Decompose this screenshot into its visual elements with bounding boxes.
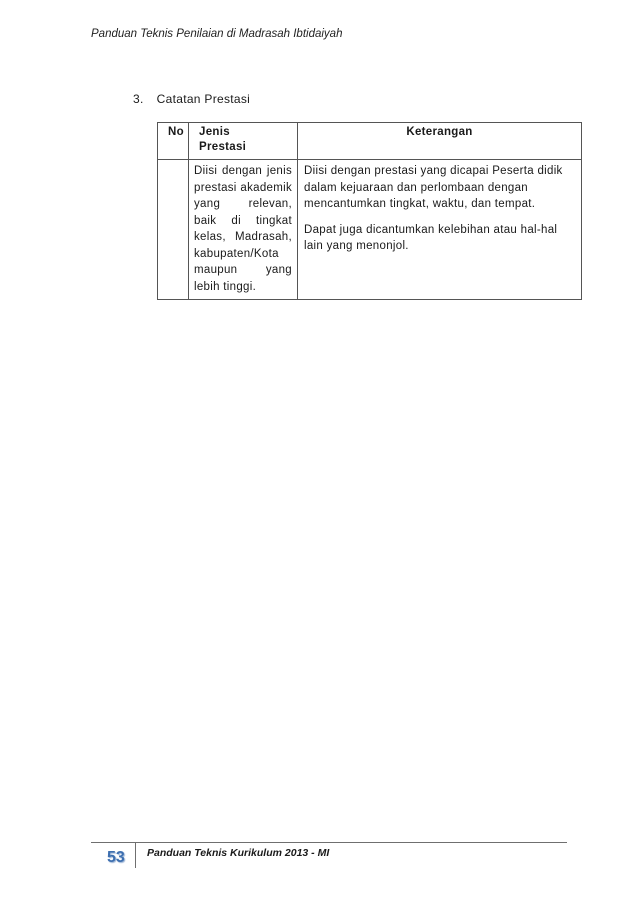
header-jenis-prestasi-label: Jenis Prestasi	[199, 126, 247, 153]
cell-no	[158, 160, 189, 300]
header-keterangan: Keterangan	[298, 123, 582, 160]
achievement-table	[157, 122, 582, 300]
footer-rule	[91, 842, 567, 843]
section-number: 3.	[133, 92, 144, 106]
keterangan-paragraph: Diisi dengan prestasi yang dicapai Peserta didik dalam kejuaraan dan perlombaan dengan mencantumkan tingkat, waktu, dan tempat.	[304, 165, 563, 210]
page-number: 53	[107, 849, 125, 866]
section-title: Catatan Prestasi	[156, 92, 251, 106]
keterangan-paragraph: Dapat juga dicantumkan kelebihan atau hal-hal lain yang menonjol.	[304, 223, 558, 252]
header-jenis-prestasi	[189, 123, 298, 160]
cell-keterangan	[298, 160, 582, 300]
header-no: No	[158, 123, 189, 160]
table-row	[158, 160, 582, 300]
footer-title: Panduan Teknis Kurikulum 2013 - MI	[147, 847, 330, 859]
table-header-row	[158, 123, 582, 160]
section-heading	[133, 92, 250, 106]
running-header: Panduan Teknis Penilaian di Madrasah Ibtidaiyah	[91, 28, 343, 40]
cell-jenis-prestasi: Diisi dengan jenis prestasi akademik yang relevan, baik di tingkat kelas, Madrasah, kabupaten/Kota maupun yang lebih tinggi.	[189, 160, 298, 300]
footer-divider	[135, 842, 136, 868]
